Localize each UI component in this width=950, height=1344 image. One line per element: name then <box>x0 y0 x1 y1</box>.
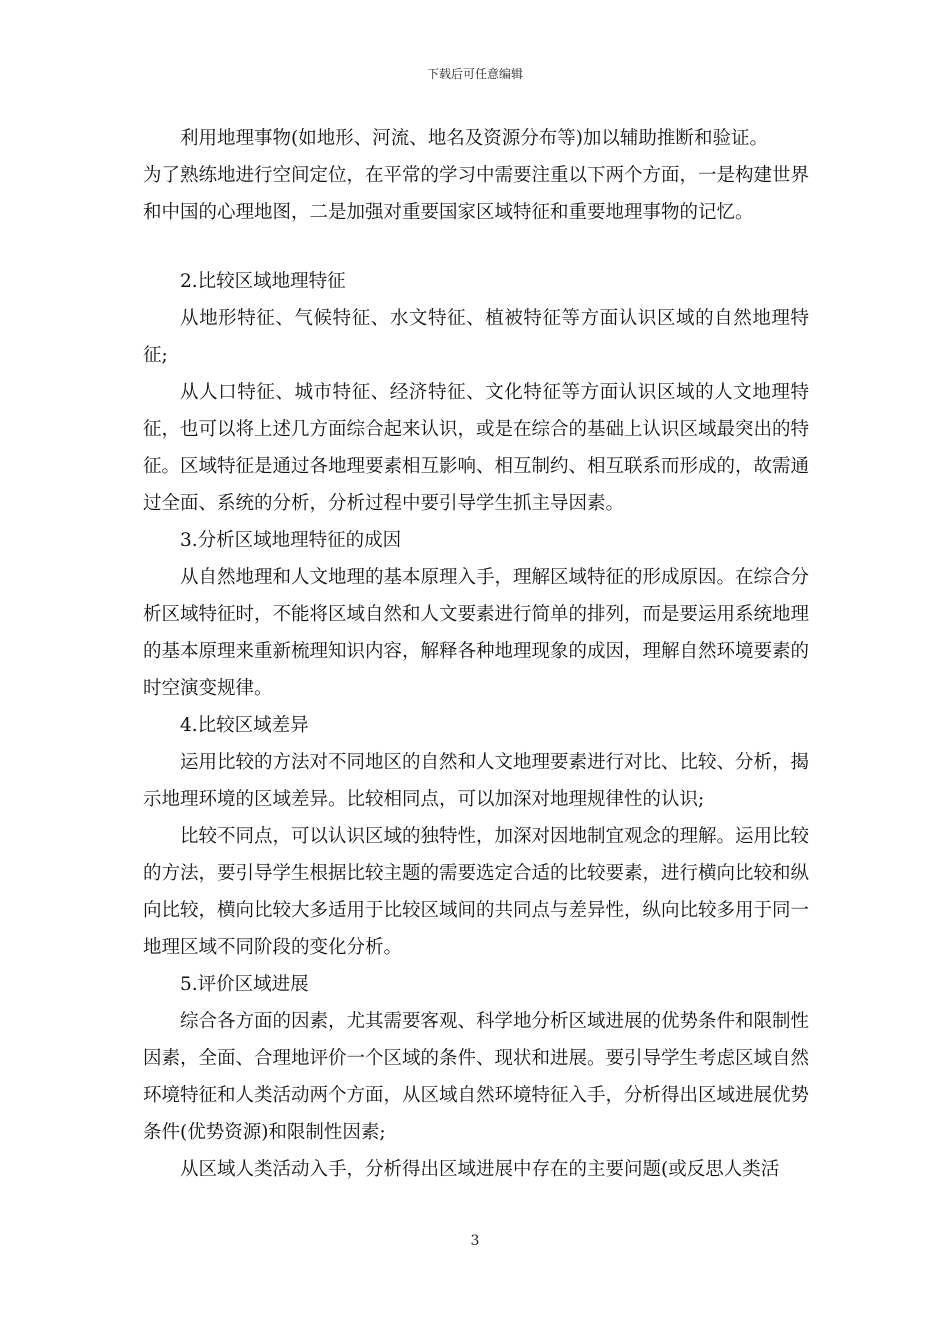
paragraph: 从区域人类活动入手，分析得出区域进展中存在的主要问题(或反思人类活 <box>180 1159 780 1180</box>
section-heading: 5.评价区域进展 <box>180 974 309 995</box>
paragraph: 综合各方面的因素，尤其需要客观、科学地分析区域进展的优势条件和限制性因素，全面、合理地评价一个区域的条件、现状和进展。要引导学生考虑区域自然环境特征和人类活动两个方面，从区域自然环境特征入手，分析得出区域进展优势条件(优势资源)和限制性因素; <box>143 1011 810 1143</box>
document-body <box>143 120 809 1188</box>
section-heading: 4.比较区域差异 <box>180 715 309 736</box>
paragraph: 利用地理事物(如地形、河流、地名及资源分布等)加以辅助推断和验证。 <box>180 128 768 149</box>
paragraph: 为了熟练地进行空间定位，在平常的学习中需要注重以下两个方面，一是构建世界和中国的心理地图，二是加强对重要国家区域特征和重要地理事物的记忆。 <box>143 165 810 223</box>
page-number: 3 <box>470 1233 480 1249</box>
page-header: 下载后可任意编辑 <box>426 67 523 81</box>
paragraph: 从自然地理和人文地理的基本原理入手，理解区域特征的形成原因。在综合分析区域特征时，不能将区域自然和人文要素进行简单的排列，而是要运用系统地理的基本原理来重新梳理知识内容，解释各种地理现象的成因，理解自然环境要素的时空演变规律。 <box>143 567 810 699</box>
paragraph-spacer <box>143 231 809 263</box>
paragraph: 从地形特征、气候特征、水文特征、植被特征等方面认识区域的自然地理特征; <box>143 308 809 366</box>
section-heading: 3.分析区域地理特征的成因 <box>180 530 402 551</box>
paragraph: 运用比较的方法对不同地区的自然和人文地理要素进行对比、比较、分析，揭示地理环境的区域差异。比较相同点，可以加深对地理规律性的认识; <box>143 752 810 810</box>
paragraph: 比较不同点，可以认识区域的独特性，加深对因地制宜观念的理解。运用比较的方法，要引导学生根据比较主题的需要选定合适的比较要素，进行横向比较和纵向比较，横向比较大多适用于比较区域间的共同点与差异性，纵向比较多用于同一地理区域不同阶段的变化分析。 <box>143 826 810 958</box>
paragraph: 从人口特征、城市特征、经济特征、文化特征等方面认识区域的人文地理特征，也可以将上述几方面综合起来认识，或是在综合的基础上认识区域最突出的特征。区域特征是通过各地理要素相互影响、相互制约、相互联系而形成的，故需通过全面、系统的分析，分析过程中要引导学生抓主导因素。 <box>143 382 810 514</box>
section-heading: 2.比较区域地理特征 <box>180 271 346 292</box>
